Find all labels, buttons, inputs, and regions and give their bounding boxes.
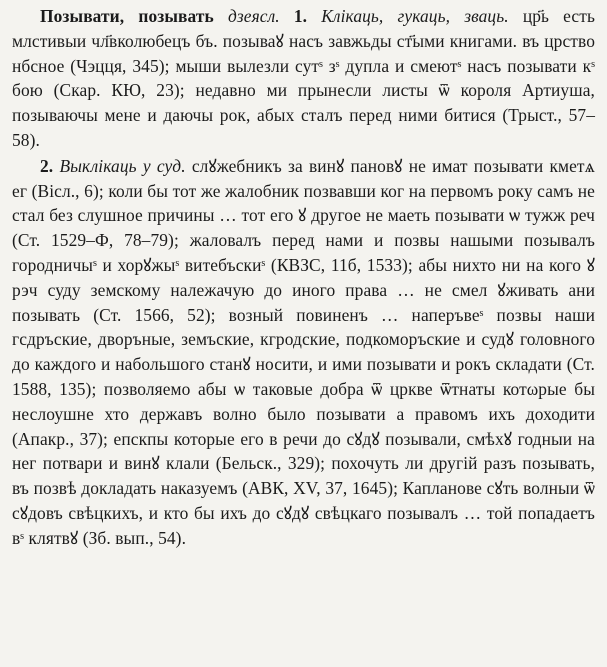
sense-gloss-2: Выклікаць у суд. <box>59 155 186 176</box>
sense-gloss-1: Клікаць, гукаць, зваць. <box>321 6 509 26</box>
grammar-label: дзеясл. <box>227 6 280 26</box>
sense-number-1: 1. <box>293 6 308 26</box>
headword: Позывати, позывать <box>40 6 214 26</box>
sense-paragraph-2 <box>12 154 595 551</box>
dictionary-entry <box>12 4 595 551</box>
sense-text-1: цр҃ь есть млстивыи чл҃вколюбецъ бъ. позываꙋ насъ завжьды ст҃ыми книгами. въ црство нбсное (Чэцця, 345); мыши вылезли сутˢ зˢ дупла и смеютˢ насъ позывати кˢ бою (Скар. КЮ, 23); недавно ми прынесли листы ѿ короля Артиуша, позываючы мене и даючы рок, абых сталъ перед ними битися (Трыст., 57–58). <box>12 6 595 150</box>
sense-number-2: 2. <box>40 155 54 176</box>
sense-text-2: слꙋжебникъ за винꙋ пановꙋ не имат позывати кметѧ ег (Вісл., 6); коли бы тот же жалобник позвавши ког на первомъ року самъ не стал без слушное причины … тот его ꙋ другое не маеть позывати ѡ тужж реч (Ст. 1529–Ф, 78–79); жаловалъ перед нами и позвы нашыми позывалъ городничыˢ и хорꙋжыˢ витебъскиˢ (КВЗС, 11б, 1533); абы нихто ни на кого ꙋ рэч суду земскому належачую до иного права … не смел ꙋживать ани позывать (Ст. 1566, 52); возный повиненъ … наперъвеˢ позвы наши гсдръские, дворъные, земъские, кгродские, подкоморъские и судꙋ головного до каждого и набольшого станꙋ носити, и ими позывати и рокъ складати (Ст. 1588, 135); позволяемо абы ѡ таковые добра ѿ цркве ѿтнаты котωрые бы неслоушне хто державъ волно было позывати а правомъ ихъ доходити (Апакр., 37); епскпы которые его в речи до сꙋдꙋ позывали, смѣхꙋ годныи на нег потвари и винꙋ клали (Бельск., 329); похочуть ли другій разъ позывать, въ позвѣ докладать наказуемъ (АВК, XV, 37, 1645); Капланове сꙋть волныи ѿ сꙋдовъ свѣцкихъ, и кто бы ихъ до сꙋдꙋ свѣцкаго позывалъ … той попадаетъ вˢ клятвꙋ (Зб. вып., 54). <box>12 155 595 548</box>
sense-paragraph-1 <box>12 4 595 153</box>
